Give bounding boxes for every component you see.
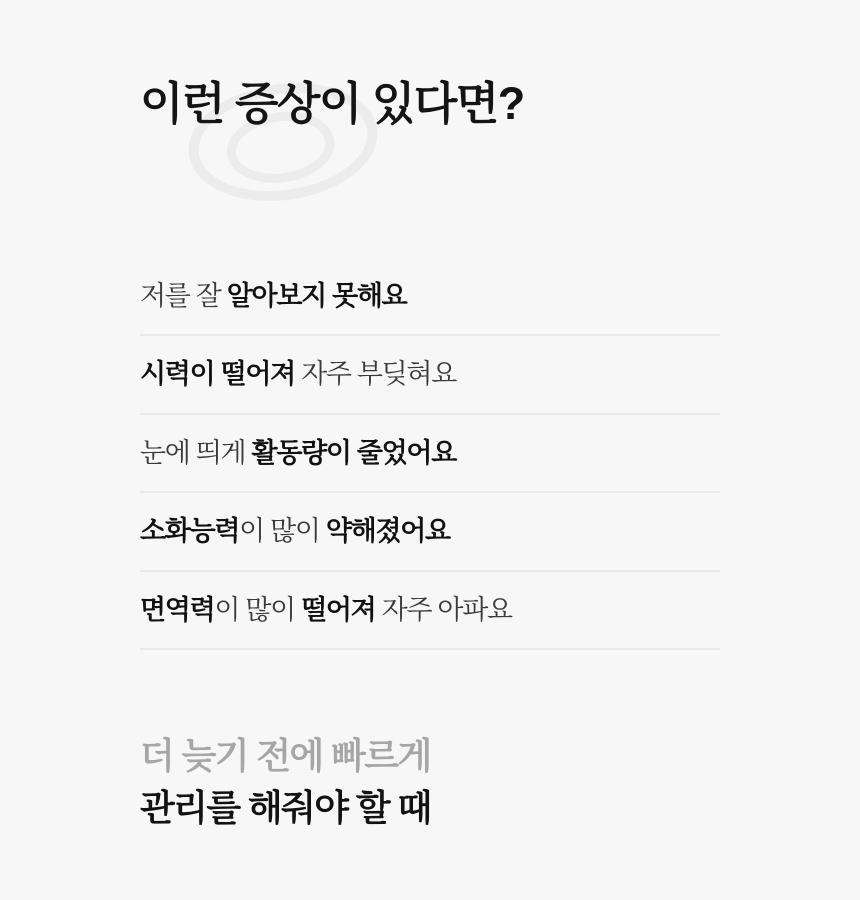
list-item: [140, 437, 720, 493]
list-item: [140, 280, 720, 336]
symptom-emphasis: 면역력: [140, 594, 215, 625]
symptom-text: 자주 부딪혀요: [294, 359, 457, 390]
symptom-text: 자주 아파요: [375, 594, 512, 625]
list-item: [140, 594, 720, 650]
symptom-emphasis: 떨어져: [301, 594, 376, 625]
symptom-list: [140, 280, 720, 650]
headline-section: [140, 0, 720, 188]
list-item: [140, 358, 720, 414]
symptom-emphasis: 활동량이 줄었어요: [251, 437, 456, 468]
symptom-text: 이 많이: [239, 516, 326, 547]
symptom-text: 눈에 띄게: [140, 437, 252, 468]
symptom-text: 저를 잘: [140, 281, 227, 311]
symptom-emphasis: 시력이 떨어져: [140, 359, 295, 390]
symptom-emphasis: 소화능력: [140, 516, 240, 547]
page-title: 이런 증상이 있다면?: [140, 78, 524, 129]
list-item: [140, 515, 720, 571]
symptom-text: 이 많이: [214, 594, 302, 625]
closing-line-1: 더 늦기 전에 빠르게: [140, 734, 431, 776]
symptom-emphasis: 알아보지 못해요: [226, 281, 407, 311]
closing-message: [140, 730, 720, 834]
symptom-emphasis: 약해졌어요: [325, 516, 450, 547]
closing-line-2: 관리를 해줘야 할 때: [140, 787, 431, 829]
